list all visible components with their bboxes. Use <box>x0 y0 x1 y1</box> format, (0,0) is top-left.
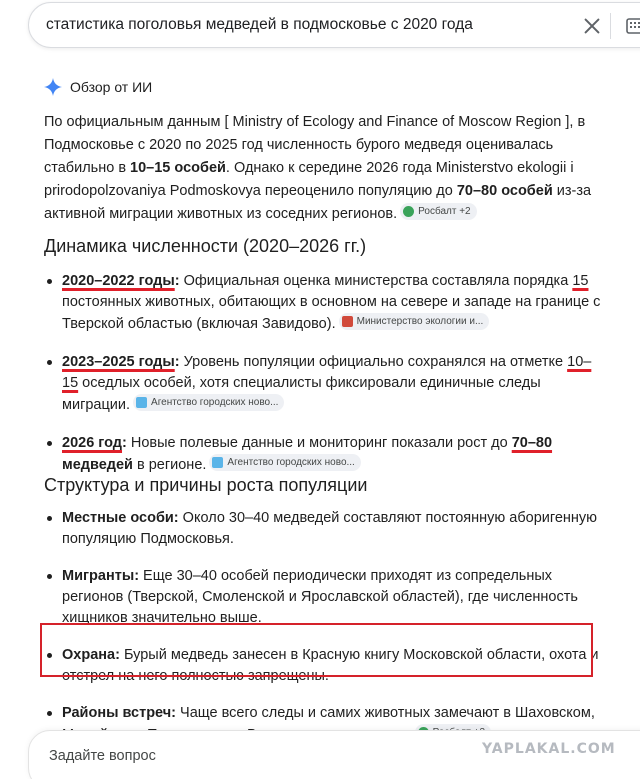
intro-text: По официальным данным [ Ministry of Ecology and Finance of Moscow Region ], в Подмосковье с 2020 по 2025 год численность бурого медведя оценивалась стабильно в <box>44 114 586 176</box>
list-item <box>44 433 604 476</box>
item-text: Новые полевые данные и мониторинг показали рост до <box>126 435 512 451</box>
period-label: 2023–2025 годы <box>62 354 175 370</box>
ai-overview-header <box>44 78 152 96</box>
item-bold: медведей <box>62 457 133 473</box>
section-heading-structure: Структура и причины роста популяции <box>44 475 368 495</box>
period-colon: : <box>122 435 127 451</box>
search-bar[interactable] <box>28 2 640 48</box>
highlighted-value: 70–80 <box>511 435 553 451</box>
source-logo-icon <box>212 457 223 468</box>
intro-paragraph <box>44 111 600 226</box>
watermark: YAPLAKAL.COM <box>482 741 616 757</box>
period-label: 2026 год <box>62 435 123 451</box>
period-colon: : <box>174 354 180 370</box>
period-label: 2020–2022 годы <box>62 273 175 289</box>
highlighted-value: 10–15 <box>62 354 592 391</box>
list-item <box>44 508 604 550</box>
ai-overview-title: Обзор от ИИ <box>70 79 153 95</box>
ask-input[interactable]: Задайте вопрос <box>49 748 156 764</box>
list-item <box>44 566 604 629</box>
list-item <box>44 271 604 335</box>
item-label: Районы встреч: <box>62 705 177 721</box>
item-text: оседлых особей, хотя специалисты фиксировали единичные следы миграции. <box>62 375 541 413</box>
intro-text: из-за активной миграции животных из соседних регионов. <box>44 183 592 222</box>
source-chip[interactable] <box>400 203 476 220</box>
source-chip-label: Агентство городских ново... <box>151 397 279 408</box>
source-logo-icon <box>136 397 147 408</box>
source-chip[interactable] <box>133 394 284 411</box>
source-chip-label: Министерство экологии и... <box>356 316 484 327</box>
highlight-box <box>40 623 593 677</box>
close-icon[interactable] <box>581 15 603 37</box>
item-text: Около 30–40 медведей составляют постоянную аборигенную популяцию Подмосковья. <box>62 510 598 547</box>
item-label: Местные особи: <box>62 510 179 526</box>
source-logo-icon <box>403 206 414 217</box>
intro-bold: 10–15 особей <box>130 160 226 176</box>
period-colon: : <box>174 273 180 289</box>
item-label: Мигранты: <box>62 568 140 584</box>
intro-bold: 70–80 особей <box>456 183 553 199</box>
item-text: в регионе. <box>132 457 207 473</box>
keyboard-icon[interactable] <box>626 17 640 35</box>
item-text: Еще 30–40 особей периодически приходят из сопредельных регионов (Тверской, Смоленской и Ярославской областей), где численность хищников значительно выше. <box>62 568 578 626</box>
dynamics-list <box>44 271 604 493</box>
gemini-spark-icon <box>44 78 62 96</box>
item-text: постоянных животных, обитающих в основном на севере и западе на границе с Тверской областью (включая Завидово). <box>62 294 601 332</box>
section-heading-dynamics: Динамика численности (2020–2026 гг.) <box>44 236 367 256</box>
source-chip-label: Росбалт +2 <box>418 206 471 217</box>
source-logo-icon <box>342 316 353 327</box>
source-chip[interactable] <box>209 454 360 471</box>
source-chip[interactable] <box>339 313 490 330</box>
item-text: Чаще всего следы и самих животных замечают в Шаховском, <box>180 705 595 721</box>
item-text: Бурый медведь занесен в Красную книгу Московской области, охота и отстрел на него полностью запрещены. <box>62 647 599 684</box>
search-input[interactable]: статистика поголовья медведей в подмосковье с 2020 года <box>46 16 473 33</box>
item-text: Официальная оценка министерства составляла порядка <box>179 273 573 289</box>
item-text: Уровень популяции официально сохранялся на отметке <box>179 354 568 370</box>
item-label: Охрана: <box>62 647 120 663</box>
source-chip-label: Агентство городских ново... <box>227 457 355 468</box>
intro-text: . Однако к середине 2026 года Ministerstvo ekologii i prirodopolzovaniya Podmoskovya переоценило популяцию до <box>44 160 574 199</box>
list-item <box>44 352 604 416</box>
search-divider <box>610 13 611 39</box>
highlighted-value: 15 <box>572 273 589 289</box>
